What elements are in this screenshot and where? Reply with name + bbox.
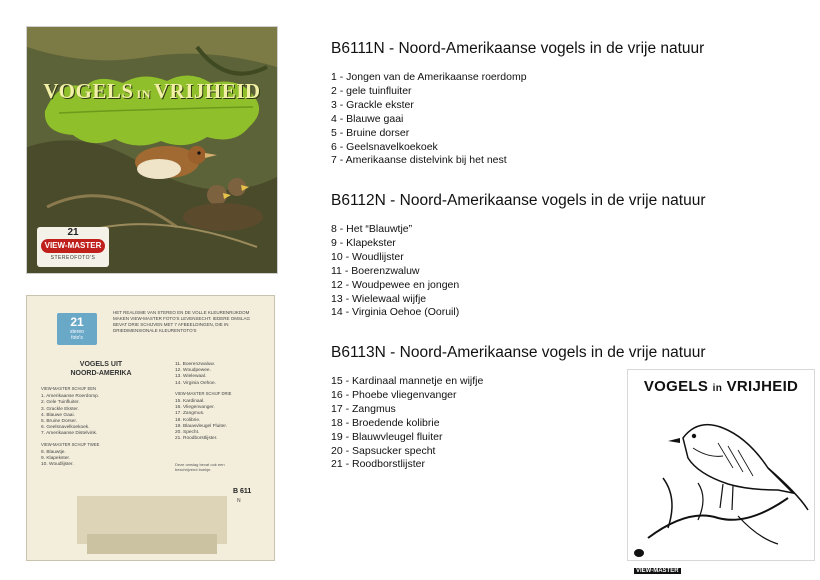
brand-badge: VIEW-MASTER (41, 239, 105, 253)
front-cover-title (27, 79, 277, 104)
track-item: 6 - Geelsnavelkoekoek (331, 140, 438, 153)
viewmaster-logo (37, 227, 109, 267)
track-item: 21 - Roodborstlijster (331, 458, 425, 471)
back-intro-text: HET REALISME VAN STEREO EN DE VOLLE KLEURENRIJKDOM MAKEN VIEW-MASTER FOTO'S LEVENSECHT. IEDERE OMSLAG BEVAT DRIE SCHIJVEN MET 7 AFBEELDINGEN, DIE IN DRIEDIMENSIONALE KLEURENTOTO'S (113, 310, 250, 333)
back-list-item: 13. Wielewaal. (175, 374, 207, 380)
back-list-item: 19. Blauwvleugel Fluiter. (175, 423, 227, 429)
track-item: 12 - Woudpewee en jongen (331, 278, 460, 291)
sketch-brand: VIEW-MASTER (636, 567, 679, 574)
front-cover-image (27, 27, 277, 273)
track-item: 15 - Kardinaal mannetje en wijfje (331, 375, 484, 387)
back-list-item: 21. Roodborstlijster. (175, 436, 218, 442)
back-column-2 (175, 362, 270, 442)
track-item: 9 - Klapekster (331, 236, 396, 249)
track-item: 16 - Phoebe vliegenvanger (331, 388, 457, 401)
back-list-item: 16. Vliegenvanger. (175, 405, 215, 411)
track-item: 20 - Sapsucker specht (331, 444, 436, 457)
track-item: 7 - Amerikaanse distelvink bij het nest (331, 154, 507, 167)
track-item: 8 - Het “Blauwtje” (331, 223, 413, 235)
brand-subtitle: STEREOFOTO'S (50, 255, 96, 261)
back-list-item: 8. Blauwtje. (41, 449, 66, 455)
back-list-item: 17. Zangmus. (175, 411, 205, 417)
back-list-item: 14. Virginia Oehoe. (175, 380, 216, 386)
back-list-item: 1. Amerikaanse Roerdomp. (41, 394, 100, 400)
back-list-item: 15. Kardinaal. (175, 399, 205, 405)
badge-number: 21 (70, 315, 84, 329)
back-list-item: 6. Geelsnavelkoekoek. (41, 425, 90, 431)
back-list-item: 18. Kolibrie. (175, 417, 201, 423)
track-item: 17 - Zangmus (331, 402, 396, 415)
back-list-item: 2. Gele Tuinfluiter. (41, 400, 80, 406)
back-list-item: 5. Bruine Dorser. (41, 419, 77, 425)
tape-residue-lower (87, 534, 217, 554)
badge-text-1: stereo (70, 329, 84, 335)
sketch-viewmaster-logo (634, 544, 690, 574)
back-list-item: 9. Klapekster. (41, 456, 71, 462)
sketch-title-word-1: VOGELS (643, 378, 709, 395)
sketch-cover-image (627, 369, 815, 574)
sketch-title-word-3: VRIJHEID (726, 378, 799, 395)
product-code-suffix: N (237, 498, 241, 504)
set-2-title: B6112N - Noord-Amerikaanse vogels in de vrije natuur (331, 192, 706, 209)
back-cover-image (27, 296, 274, 560)
track-item: 18 - Broedende kolibrie (331, 416, 440, 429)
track-item: 2 - gele tuinfluiter (331, 84, 412, 97)
back-list-item: 11. Boerenzwaluw. (175, 362, 215, 367)
back-list-item: 10. Woudlijster. (41, 462, 74, 468)
product-code: B 611 (233, 488, 252, 495)
back-heading-line-2: NOORD-AMERIKA (70, 370, 132, 377)
brand-dot-icon (634, 549, 644, 557)
title-word-1: VOGELS (43, 79, 134, 103)
sketch-title (628, 378, 814, 395)
back-heading-line-1: VOGELS UIT (79, 361, 123, 368)
booklet-note: Deze omslag bevat ook een beschrijvend boekje. (175, 462, 225, 472)
title-word-3: VRIJHEID (153, 79, 261, 103)
track-item: 5 - Bruine dorser (331, 126, 410, 139)
back-list-item: 12. Woudpewee. (175, 368, 211, 374)
track-item: 3 - Grackle ekster (331, 98, 414, 111)
set-2-track-list (331, 223, 459, 320)
track-item: 13 - Wielewaal wijfje (331, 292, 427, 305)
back-list-item: 7. Amerikaanse Distelvink. (41, 431, 98, 437)
reel-one-heading: VIEW-MASTER SCHIJF EEN (41, 386, 97, 391)
back-list-item: 20. Specht. (175, 430, 200, 436)
set-1-title: B6111N - Noord-Amerikaanse vogels in de vrije natuur (331, 40, 705, 57)
back-list-item: 3. Grackle Ekster. (41, 406, 79, 412)
reel-two-heading: VIEW-MASTER SCHIJF TWEE (41, 441, 100, 447)
back-list-item: 4. Blauwe Gaai. (41, 412, 75, 418)
sketch-title-word-2: in (712, 383, 723, 394)
set-3-title: B6113N - Noord-Amerikaanse vogels in de vrije natuur (331, 344, 706, 361)
reel-three-heading: VIEW-MASTER SCHIJF DRIE (175, 390, 232, 396)
set-1-track-list (331, 71, 527, 168)
track-item: 11 - Boerenzwaluw (331, 264, 420, 277)
badge-text-2: foto's (71, 335, 83, 341)
title-word-2: IN (136, 87, 151, 101)
track-item: 1 - Jongen van de Amerikaanse roerdomp (331, 71, 527, 83)
back-column-1 (41, 382, 161, 468)
track-item: 4 - Blauwe gaai (331, 112, 404, 125)
bird-sketch-drawing (628, 398, 814, 548)
stereo-badge (57, 313, 97, 345)
reel-number: 21 (67, 227, 79, 238)
track-item: 19 - Blauwvleugel fluiter (331, 430, 443, 443)
set-3-track-list (331, 375, 483, 472)
track-item: 14 - Virginia Oehoe (Ooruil) (331, 306, 460, 319)
back-heading (41, 360, 161, 378)
track-item: 10 - Woudlijster (331, 250, 404, 263)
